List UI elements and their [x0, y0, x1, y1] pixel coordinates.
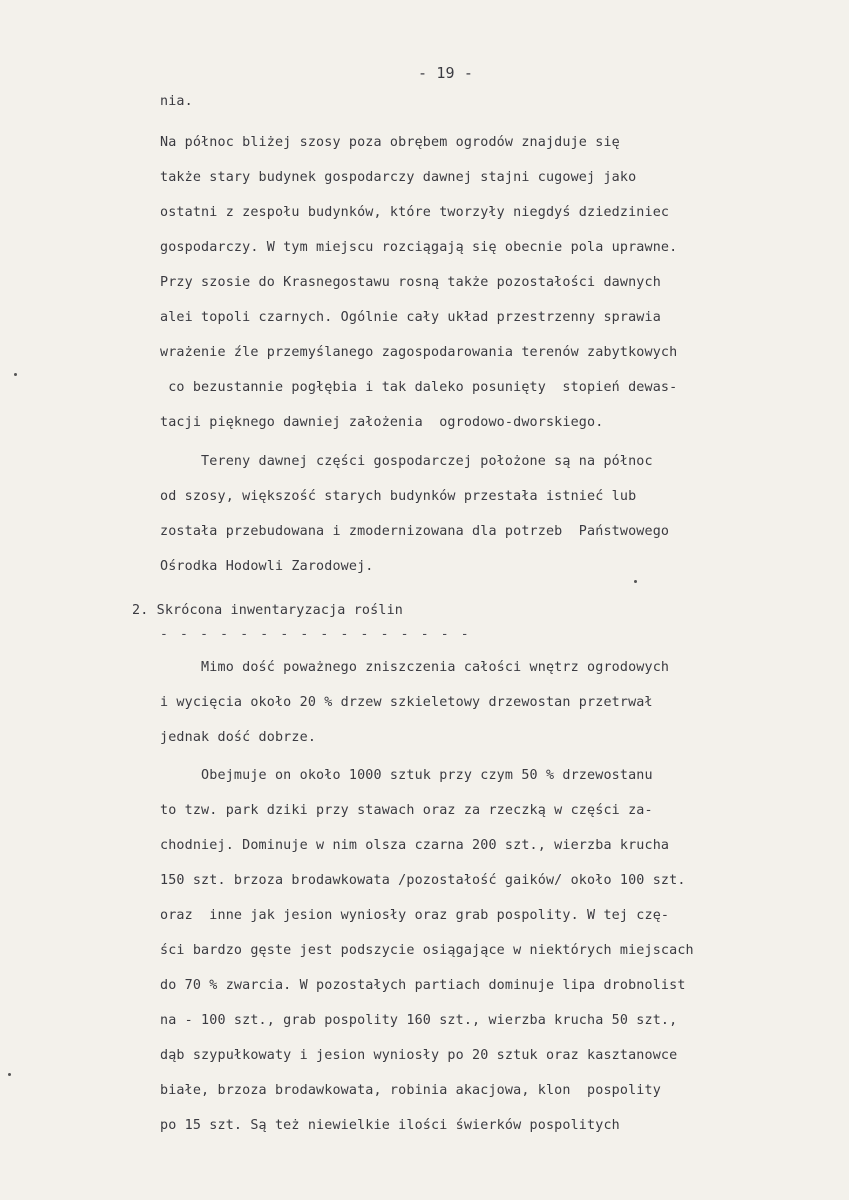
- text-line: ści bardzo gęste jest podszycie osiągające w niektórych miejscach: [160, 943, 694, 958]
- text-line: to tzw. park dziki przy stawach oraz za rzeczką w części za-: [160, 803, 653, 818]
- text-line: oraz inne jak jesion wyniosły oraz grab pospolity. W tej czę-: [160, 908, 670, 923]
- page-number: - 19 -: [418, 64, 474, 82]
- text-line: wrażenie źle przemyślanego zagospodarowania terenów zabytkowych: [160, 345, 678, 360]
- text-line: dąb szypułkowaty i jesion wyniosły po 20 sztuk oraz kasztanowce: [160, 1048, 678, 1063]
- text-line: Tereny dawnej części gospodarczej położone są na północ: [160, 454, 653, 469]
- text-line: gospodarczy. W tym miejscu rozciągają się obecnie pola uprawne.: [160, 240, 678, 255]
- text-line: Ośrodka Hodowli Zarodowej.: [160, 559, 374, 574]
- text-line: Przy szosie do Krasnegostawu rosną także pozostałości dawnych: [160, 275, 661, 290]
- text-line: Mimo dość poważnego zniszczenia całości wnętrz ogrodowych: [160, 660, 670, 675]
- text-line: na - 100 szt., grab pospolity 160 szt., wierzba krucha 50 szt.,: [160, 1013, 678, 1028]
- text-line: ostatni z zespołu budynków, które tworzyły niegdyś dziedziniec: [160, 205, 670, 220]
- text-line: po 15 szt. Są też niewielkie ilości świerków pospolitych: [160, 1118, 620, 1133]
- paper-speck: [634, 580, 637, 583]
- section-heading: 2. Skrócona inwentaryzacja roślin: [132, 603, 403, 618]
- text-line: alei topoli czarnych. Ogólnie cały układ przestrzenny sprawia: [160, 310, 661, 325]
- text-line: jednak dość dobrze.: [160, 730, 317, 745]
- text-line: i wycięcia około 20 % drzew szkieletowy drzewostan przetrwał: [160, 695, 653, 710]
- text-line: tacji pięknego dawniej założenia ogrodowo-dworskiego.: [160, 415, 604, 430]
- text-line: nia.: [160, 94, 193, 109]
- text-line: Obejmuje on około 1000 sztuk przy czym 50 % drzewostanu: [160, 768, 653, 783]
- margin-speck: [14, 373, 17, 376]
- margin-speck: [8, 1073, 11, 1076]
- text-line: do 70 % zwarcia. W pozostałych partiach dominuje lipa drobnolist: [160, 978, 686, 993]
- text-line: 150 szt. brzoza brodawkowata /pozostałość gaików/ około 100 szt.: [160, 873, 686, 888]
- text-line: białe, brzoza brodawkowata, robinia akacjowa, klon pospolity: [160, 1083, 661, 1098]
- text-line: od szosy, większość starych budynków przestała istnieć lub: [160, 489, 637, 504]
- text-line: co bezustannie pogłębia i tak daleko posunięty stopień dewas-: [160, 380, 678, 395]
- text-line: Na północ bliżej szosy poza obrębem ogrodów znajduje się: [160, 135, 620, 150]
- text-line: także stary budynek gospodarczy dawnej stajni cugowej jako: [160, 170, 637, 185]
- heading-underline: - - - - - - - - - - - - - - - -: [160, 627, 471, 642]
- text-line: została przebudowana i zmodernizowana dla potrzeb Państwowego: [160, 524, 670, 539]
- text-line: chodniej. Dominuje w nim olsza czarna 200 szt., wierzba krucha: [160, 838, 670, 853]
